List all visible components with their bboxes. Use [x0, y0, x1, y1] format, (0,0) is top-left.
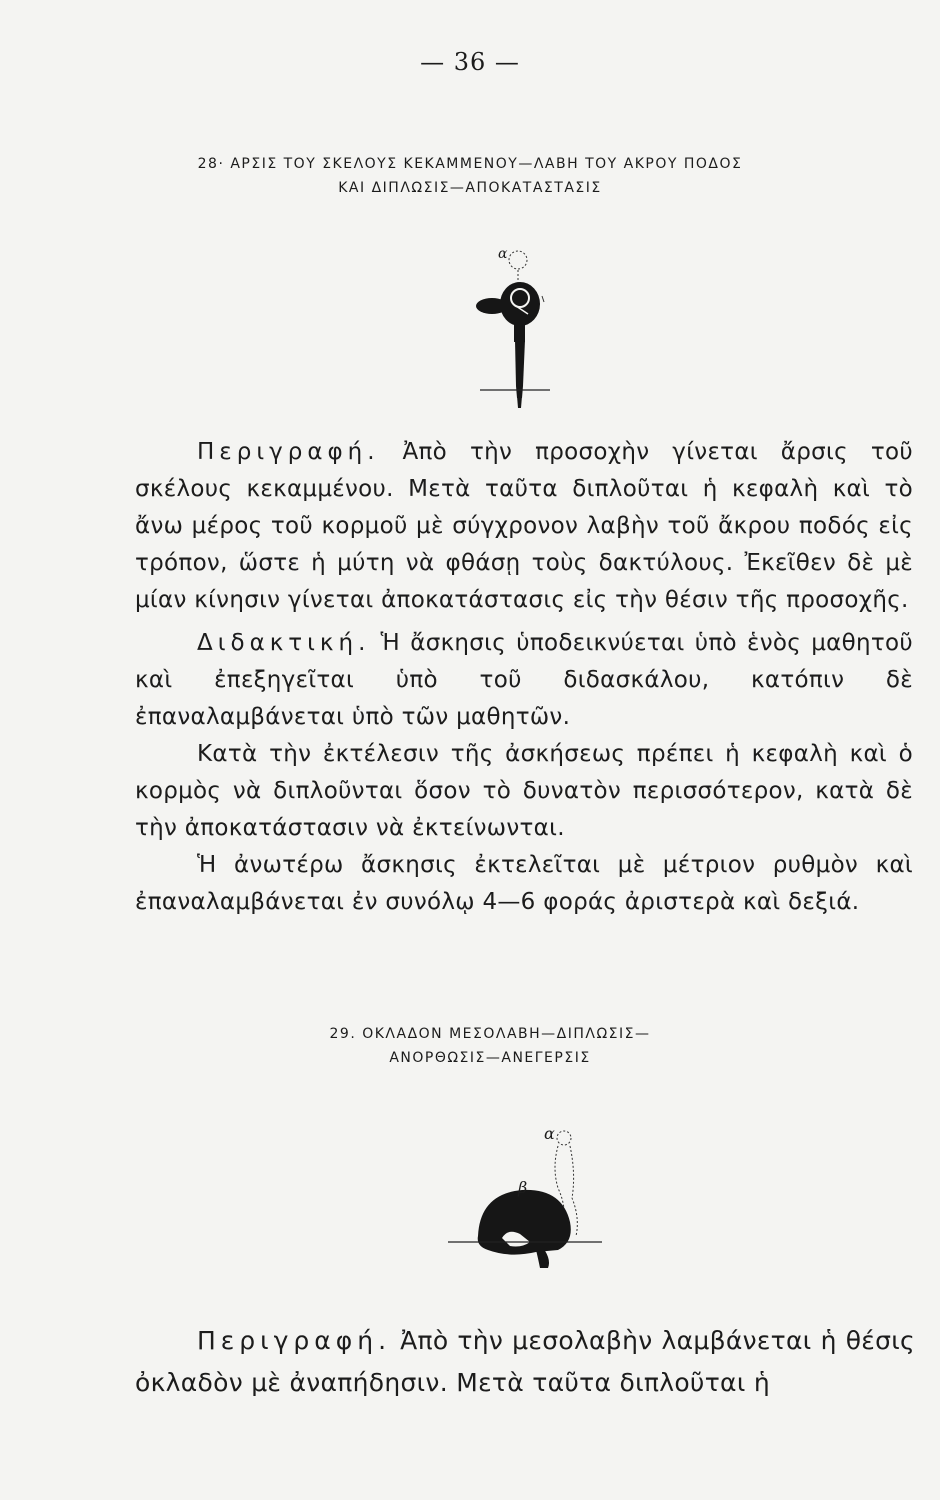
section-29-body — [135, 1320, 915, 1404]
section-29-title-line-2: ΑΝΟΡΘΩΣΙΣ—ΑΝΕΓΕΡΣΙΣ — [389, 1050, 591, 1066]
didactic-paragraph — [135, 625, 913, 736]
rhythm-paragraph: Ἡ ἀνωτέρω ἄσκησις ἐκτελεῖται μὲ μέτριον ρυθμὸν καὶ ἐπαναλαμβάνεται ἐν συνόλῳ 4—6 φοράς ἀριστερὰ καὶ δεξιά. — [135, 852, 913, 915]
section-29-heading — [40, 1022, 940, 1070]
section-29-title-line-1: 29. ΟΚΛΑΔΟΝ ΜΕΣΟΛΑΒΗ—ΔΙΠΛΩΣΙΣ— — [329, 1026, 651, 1042]
figure-label-a: α — [498, 246, 508, 262]
description-label: Περιγραφή. — [197, 1326, 392, 1355]
figure-label-b: β — [518, 1178, 528, 1197]
page-number: — 36 — — [420, 48, 520, 76]
figure-label-a: α — [544, 1124, 555, 1143]
description-text: Ἀπὸ τὴν προσοχὴν γίνεται ἄρσις τοῦ σκέλους κεκαμμένου. Μετὰ ταῦτα διπλοῦται ἡ κεφαλὴ καὶ τὸ ἄνω μέρος τοῦ κορμοῦ μὲ σύγχρονον λαβὴν τοῦ ἄκρου ποδός εἰς τρόπον, ὥστε ἡ μύτη νὰ φθάσῃ τοὺς δακτύλους. Ἐκεῖθεν δὲ μὲ μίαν κίνησιν γίνεται ἀποκατάστασις εἰς τὴν θέσιν τῆς προσοχῆς. — [135, 439, 913, 613]
section-28-heading — [0, 152, 940, 200]
description-paragraph — [135, 434, 913, 619]
section-28-title-line-2: ΚΑΙ ΔΙΠΛΩΣΙΣ—ΑΠΟΚΑΤΑΣΤΑΣΙΣ — [338, 180, 602, 196]
didactic-text: Ἡ ἄσκησις ὑποδεικνύεται ὑπὸ ἑνὸς μαθητοῦ καὶ ἐπεξηγεῖται ὑπὸ τοῦ διδασκάλου, κατόπιν δὲ ἐπαναλαμβάνεται ὑπὸ τῶν μαθητῶν. — [135, 630, 913, 730]
section-28-body — [135, 434, 913, 921]
squat-bend-illustration — [440, 1118, 610, 1278]
description-label: Περιγραφή. — [197, 439, 380, 465]
leg-raise-illustration — [470, 246, 570, 412]
figure-squat-bend — [440, 1118, 610, 1278]
didactic-label: Διδακτική. — [197, 630, 371, 656]
execution-paragraph: Κατὰ τὴν ἐκτέλεσιν τῆς ἀσκήσεως πρέπει ἡ κεφαλὴ καὶ ὁ κορμὸς νὰ διπλοῦνται ὅσον τὸ δυνατὸν περισσότερον, κατὰ δὲ τὴν ἀποκατάστασιν νὰ ἐκτείνωνται. — [135, 741, 913, 841]
description-paragraph — [135, 1320, 915, 1404]
section-28-title-line-1: 28· ΑΡΣΙΣ ΤΟΥ ΣΚΕΛΟΥΣ ΚΕΚΑΜΜΕΝΟΥ—ΛΑΒΗ ΤΟΥ ΑΚΡΟΥ ΠΟΔΟΣ — [197, 156, 743, 172]
figure-leg-raise — [470, 246, 570, 412]
description-text: Ἀπὸ τὴν μεσολαβὴν λαμβάνεται ἡ θέσις ὀκλαδὸν μὲ ἀναπήδησιν. Μετὰ ταῦτα διπλοῦται ἡ — [135, 1326, 915, 1397]
